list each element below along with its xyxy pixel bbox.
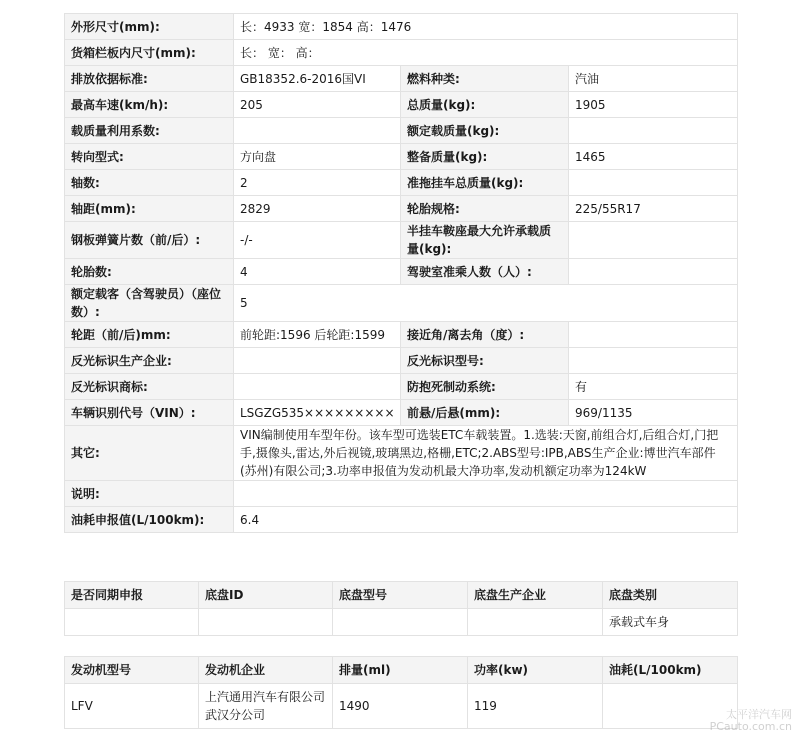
spec-label: 其它: <box>65 426 234 481</box>
spec-label: 整备质量(kg): <box>401 144 569 170</box>
spec-label: 轮胎规格: <box>401 196 569 222</box>
column-header: 底盘类别 <box>603 582 738 609</box>
spec-label: 货箱栏板内尺寸(mm): <box>65 40 234 66</box>
spec-value: VIN编制使用车型年份。该车型可选装ETC车载装置。1.选装:天窗,前组合灯,后组合灯,门把手,摄像头,雷达,外后视镜,玻璃黑边,格栅,ETC;2.ABS型号:IPB,ABS生产企业:博世汽车部件(苏州)有限公司;3.功率申报值为发动机最大净功率,发动机额定功率为124kW <box>234 426 738 481</box>
spec-value <box>234 348 401 374</box>
spec-value <box>569 222 738 259</box>
spec-row <box>65 92 738 118</box>
spec-label: 轴数: <box>65 170 234 196</box>
spec-value: 长： 宽： 高： <box>234 40 738 66</box>
table-cell: 119 <box>468 684 603 729</box>
spec-label: 轮胎数: <box>65 259 234 285</box>
spec-value: 225/55R17 <box>569 196 738 222</box>
spec-row <box>65 14 738 40</box>
column-header: 底盘型号 <box>333 582 468 609</box>
engine-table <box>64 656 738 729</box>
spec-value: -/- <box>234 222 401 259</box>
spec-row <box>65 196 738 222</box>
spec-row <box>65 144 738 170</box>
spec-label: 反光标识生产企业: <box>65 348 234 374</box>
table-row <box>65 609 738 636</box>
spec-value: 长：4933 宽：1854 高：1476 <box>234 14 738 40</box>
spec-value: 前轮距:1596 后轮距:1599 <box>234 322 401 348</box>
table-cell: LFV <box>65 684 199 729</box>
chassis-table <box>64 581 738 636</box>
spec-label: 最高车速(km/h): <box>65 92 234 118</box>
spec-value: 205 <box>234 92 401 118</box>
table-cell <box>468 609 603 636</box>
table-header-row <box>65 657 738 684</box>
column-header: 排量(ml) <box>333 657 468 684</box>
column-header: 发动机企业 <box>199 657 333 684</box>
spec-label: 轮距（前/后)mm: <box>65 322 234 348</box>
watermark-line: 太平洋汽车网 <box>726 708 792 721</box>
column-header: 油耗(L/100km) <box>603 657 738 684</box>
spec-value: 5 <box>234 285 738 322</box>
spec-value <box>569 348 738 374</box>
spec-value: 方向盘 <box>234 144 401 170</box>
spec-label: 接近角/离去角（度）: <box>401 322 569 348</box>
column-header: 是否同期申报 <box>65 582 199 609</box>
spec-label: 油耗申报值(L/100km): <box>65 507 234 533</box>
spec-label: 钢板弹簧片数（前/后）: <box>65 222 234 259</box>
spec-label: 燃料种类: <box>401 66 569 92</box>
spec-label: 额定载客（含驾驶员）（座位数）: <box>65 285 234 322</box>
column-header: 底盘ID <box>199 582 333 609</box>
spec-row <box>65 118 738 144</box>
spec-row <box>65 481 738 507</box>
spec-label: 驾驶室准乘人数（人）: <box>401 259 569 285</box>
spec-label: 额定载质量(kg): <box>401 118 569 144</box>
table-cell: 1490 <box>333 684 468 729</box>
spec-label: 载质量利用系数: <box>65 118 234 144</box>
spec-value: 1465 <box>569 144 738 170</box>
spec-value: 6.4 <box>234 507 738 533</box>
spec-label: 说明: <box>65 481 234 507</box>
spec-label: 轴距(mm): <box>65 196 234 222</box>
spec-label: 准拖挂车总质量(kg): <box>401 170 569 196</box>
spec-value <box>234 118 401 144</box>
spec-row <box>65 374 738 400</box>
column-header: 功率(kw) <box>468 657 603 684</box>
spec-label: 总质量(kg): <box>401 92 569 118</box>
spec-label: 防抱死制动系统: <box>401 374 569 400</box>
spec-row <box>65 426 738 481</box>
spec-row <box>65 400 738 426</box>
spec-value <box>569 259 738 285</box>
table-cell <box>199 609 333 636</box>
watermark-line: PCauto.com.cn <box>709 720 792 733</box>
table-cell <box>333 609 468 636</box>
spec-row <box>65 285 738 322</box>
spec-row <box>65 259 738 285</box>
spec-value: 有 <box>569 374 738 400</box>
table-cell: 上汽通用汽车有限公司武汉分公司 <box>199 684 333 729</box>
spec-row <box>65 170 738 196</box>
spec-row <box>65 507 738 533</box>
spec-value: 2 <box>234 170 401 196</box>
spec-label: 反光标识商标: <box>65 374 234 400</box>
spec-value: GB18352.6-2016国VI <box>234 66 401 92</box>
spec-label: 排放依据标准: <box>65 66 234 92</box>
spec-value <box>569 118 738 144</box>
spec-value <box>234 481 738 507</box>
table-cell: 承载式车身 <box>603 609 738 636</box>
column-header: 底盘生产企业 <box>468 582 603 609</box>
spec-value <box>569 170 738 196</box>
column-header: 发动机型号 <box>65 657 199 684</box>
table-cell <box>65 609 199 636</box>
spec-row <box>65 222 738 259</box>
spec-row <box>65 66 738 92</box>
spec-value: 969/1135 <box>569 400 738 426</box>
spec-value <box>569 322 738 348</box>
spec-value: 1905 <box>569 92 738 118</box>
spec-value <box>234 374 401 400</box>
spec-label: 反光标识型号: <box>401 348 569 374</box>
spec-row <box>65 322 738 348</box>
spec-label: 外形尺寸(mm): <box>65 14 234 40</box>
watermark <box>710 709 792 733</box>
table-row <box>65 684 738 729</box>
spec-row <box>65 40 738 66</box>
spec-row <box>65 348 738 374</box>
spec-value: 4 <box>234 259 401 285</box>
spec-label: 半挂车鞍座最大允许承载质量(kg): <box>401 222 569 259</box>
spec-value: 汽油 <box>569 66 738 92</box>
spec-label: 转向型式: <box>65 144 234 170</box>
spec-value: 2829 <box>234 196 401 222</box>
table-header-row <box>65 582 738 609</box>
vehicle-spec-table <box>64 13 738 533</box>
spec-label: 车辆识别代号（VIN）: <box>65 400 234 426</box>
spec-label: 前悬/后悬(mm): <box>401 400 569 426</box>
spec-value: LSGZG535××××××××× <box>234 400 401 426</box>
